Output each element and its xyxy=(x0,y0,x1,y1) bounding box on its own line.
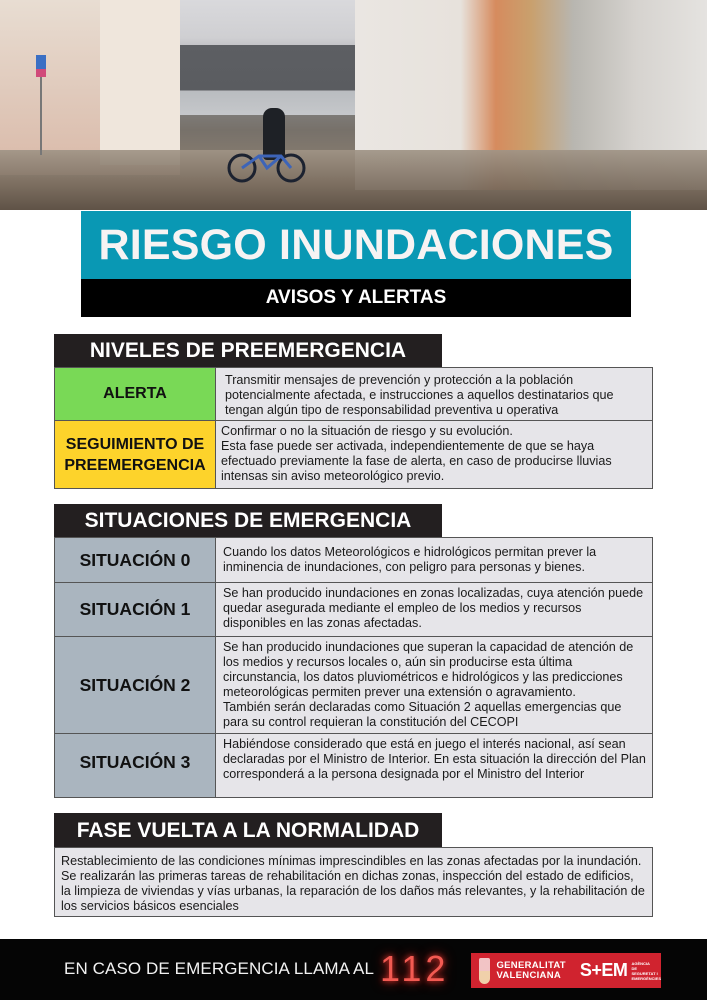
situation-label: SITUACIÓN 3 xyxy=(55,734,216,797)
situation-description xyxy=(216,637,652,733)
description-text: Se han producido inundaciones que superan la capacidad de atención de los medios y recursos locales o, aún sin producirse esta última circunstancia, los datos pluviométricos e hidrológicos y las predicciones meteorológicas permiten prever una extensión o agravamiento. xyxy=(223,640,634,699)
section-heading-preemergencia xyxy=(54,334,442,368)
preemergencia-table xyxy=(54,367,653,489)
description-text: También serán declaradas como Situación 2 aquellas emergencias que para su control requieran la constitución del CECOPI xyxy=(223,700,622,729)
situation-label: SITUACIÓN 0 xyxy=(55,538,216,582)
emergencia-table xyxy=(54,537,653,798)
situation-description xyxy=(216,734,652,797)
photo-building-left-facade xyxy=(100,0,180,165)
logo-line: AGÈNCIA xyxy=(631,960,650,966)
description-text: Confirmar o no la situación de riesgo y su evolución. xyxy=(221,424,513,438)
emergency-number[interactable]: 112 xyxy=(380,948,450,989)
parking-sign-icon xyxy=(36,55,46,155)
subtitle-banner xyxy=(81,279,631,317)
table-row-seguimiento xyxy=(55,421,652,488)
generalitat-logo-text xyxy=(496,961,565,981)
emergency-call-text: EN CASO DE EMERGENCIA LLAMA AL xyxy=(64,959,375,978)
hero-photo xyxy=(0,0,707,210)
table-row-situacion-2 xyxy=(55,637,652,734)
description-text: Se han producido inundaciones en zonas localizadas, cuya atención puede quedar asegurada mediante el empleo de los medios y recursos disponibles en las zonas afectadas. xyxy=(223,586,644,630)
description-text: Habiéndose considerado que está en juego el interés nacional, así sean declaradas por el Ministro de Interior. En esta situación la dirección del Plan corresponderá a la persona designada por el Ministro del Interior xyxy=(223,737,646,781)
logo-line: VALENCIANA xyxy=(496,969,562,981)
sem-logo-text: S+EM xyxy=(579,960,628,980)
section-heading-emergencia xyxy=(54,504,442,538)
description-text: Cuando los datos Meteorológicos e hidrológicos permitan prever la inminencia de inundaciones, con peligro para personas y bienes. xyxy=(223,545,597,574)
title-banner xyxy=(81,211,631,279)
photo-warehouse xyxy=(180,45,360,115)
situation-description xyxy=(216,538,652,582)
photo-flood-water xyxy=(0,150,707,210)
situation-label: SITUACIÓN 2 xyxy=(55,637,216,733)
level-description xyxy=(216,421,652,488)
logo-line: DE SEGURETAT I xyxy=(631,965,658,976)
logo-line: EMERGÈNCIES xyxy=(631,975,661,981)
normalidad-row xyxy=(55,848,652,916)
section-heading-text: NIVELES DE PREEMERGENCIA xyxy=(89,339,407,362)
description-text: Transmitir mensajes de prevención y protección a la población potencialmente afectada, e instrucciones a aquellos destinatarios que tengan algún tipo de responsabilidad preventiva u operativa xyxy=(225,373,614,417)
normalidad-box xyxy=(54,847,653,917)
table-row-situacion-0 xyxy=(55,538,652,583)
bicycle-icon xyxy=(227,150,307,184)
institution-logo xyxy=(471,953,661,988)
level-label: SEGUIMIENTO DE PREEMERGENCIA xyxy=(55,421,216,488)
footer-bar xyxy=(0,939,707,1000)
page-title: RIESGO INUNDACIONES xyxy=(98,220,614,269)
page-subtitle: AVISOS Y ALERTAS xyxy=(265,287,447,308)
situation-description xyxy=(216,583,652,636)
level-label: ALERTA xyxy=(55,368,216,420)
table-row-situacion-3 xyxy=(55,734,652,797)
section-heading-text: FASE VUELTA A LA NORMALIDAD xyxy=(76,818,420,842)
description-text: Esta fase puede ser activada, independientemente de que se haya efectuado previamente la fase de alerta, en caso de producirse lluvias intensas sin aviso meteorológico previo. xyxy=(221,439,612,483)
table-row-situacion-1 xyxy=(55,583,652,637)
normalidad-description: Restablecimiento de las condiciones mínimas imprescindibles en las zonas afectadas por la inundación. Se realizarán las primeras tareas de rehabilitación en dichas zonas, inspección del estado de edificios, la limpieza de viviendas y vías urbanas, la reparación de los daños más relevantes, y la rehabilitación de los servicios básicos esenciales xyxy=(55,848,652,916)
situation-label: SITUACIÓN 1 xyxy=(55,583,216,636)
table-row-alerta xyxy=(55,368,652,421)
coat-of-arms-icon xyxy=(479,958,490,984)
logo-line: GENERALITAT xyxy=(496,959,566,971)
sem-logo-subtitle xyxy=(631,961,661,981)
section-heading-text: SITUACIONES DE EMERGENCIA xyxy=(84,509,412,532)
level-description xyxy=(216,368,652,420)
section-heading-normalidad xyxy=(54,813,442,848)
